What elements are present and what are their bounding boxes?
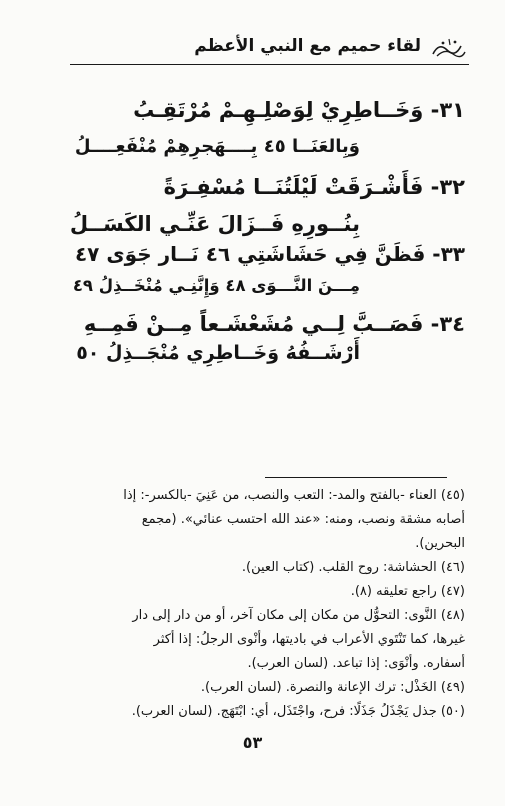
- footnote-49: (٤٩) الخَذْل: ترك الإعانة والنصرة. (لسان العرب).: [200, 680, 465, 695]
- verse-31-first-hemistich: ٣١- وَخَــاطِرِيْ لِوَصْلِـهِـمْ مُرْتَقِـبُ: [133, 98, 465, 122]
- footnote-50: (٥٠) جذل يَجْذَلُ جَذَلًا: فرح، واجْتَذَل، أي: ابْتَهَج. (لسان العرب).: [131, 704, 465, 719]
- verse-33-first-hemistich: ٣٣- فَظَنَّ فِي حَشَاشَتِي ٤٦ نَــار جَوَى ٤٧: [74, 242, 465, 266]
- verse-31-second-hemistich: وَبِالعَنَــا ٤٥ بِــــهَجرِهِمْ مُنْفَعِــــلُ: [74, 136, 360, 157]
- header-rule: [70, 64, 469, 65]
- running-header: [70, 36, 469, 66]
- footnote-46: (٤٦) الحشاشة: روح القلب. (كتاب العين).: [241, 560, 465, 575]
- verse-32-first-hemistich: ٣٢- فَأَشْـرَقَتْ لَيْلَتُنَــا مُسْفِـرَةً: [163, 175, 465, 199]
- verse-33-second-hemistich: مِـــنَ النَّـــوَى ٤٨ وَإِنَّنِـي مُنْخَــذِلُ ٤٩: [72, 276, 360, 295]
- honorific-calligraphy-icon: [429, 36, 469, 60]
- footnote-47: (٤٧) راجع تعليقه (٨).: [350, 584, 465, 599]
- footnote-45-line-3: البحرين).: [415, 536, 465, 551]
- footnote-45-line-2: أصابه مشقة ونصب، ومنه: «عند الله احتسب عنائي». (مجمع: [141, 512, 465, 527]
- footnote-48-line-3: أسفاره. وأنْوَى: إذا تباعد. (لسان العرب).: [247, 656, 465, 671]
- footnote-48-line-2: غيرها، كما تَنْتَوي الأعراب في باديتها، وأنْوى الرجلُ: إذا أكثر: [153, 632, 465, 647]
- verse-32-second-hemistich: بِنُــورِهِ فَــزَالَ عَنِّـي الكَسَــلُ: [69, 212, 360, 236]
- verse-34-second-hemistich: أَرْشَــفُهُ وَخَــاطِرِي مُنْجَــذِلُ ٥٠: [76, 342, 360, 364]
- footnote-45-line-1: (٤٥) العناء -بالفتح والمد-: التعب والنصب، من عَنِيَ -بالكسر-: إذا: [123, 488, 465, 503]
- footnote-48-line-1: (٤٨) النَّوى: التحوُّل من مكان إلى مكان آخر، أو من دار إلى دار: [132, 608, 465, 623]
- verse-34-first-hemistich: ٣٤- فَصَــبَّ لِــي مُشَعْشَـعاً مِــنْ فَمِــهِ: [83, 312, 465, 336]
- footnote-divider: [265, 477, 447, 478]
- page-number: ٥٣: [242, 733, 263, 752]
- running-header-title: لقاء حميم مع النبي الأعظم: [194, 36, 421, 56]
